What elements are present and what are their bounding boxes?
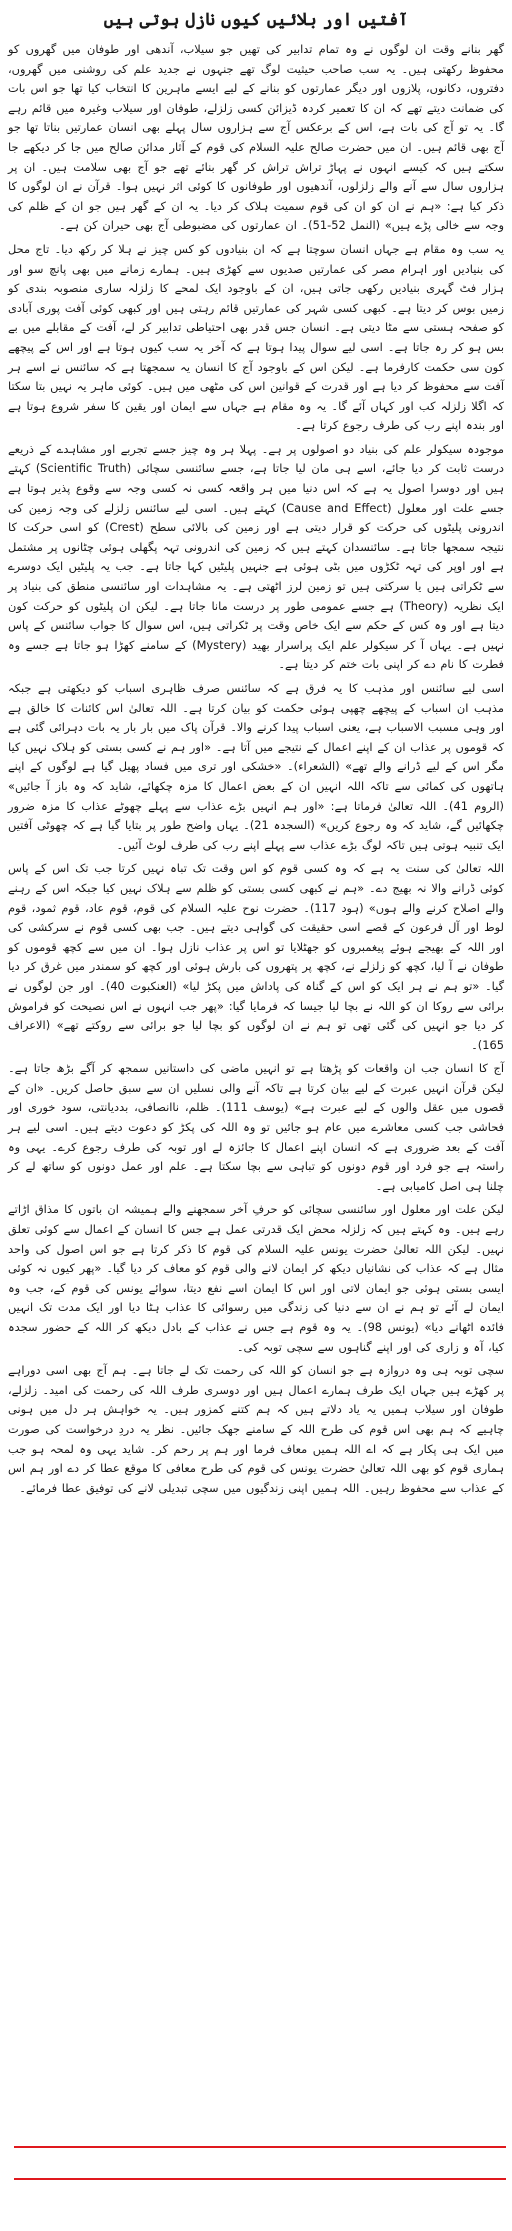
article-paragraph-6: آج کا انسان جب ان واقعات کو پڑھتا ہے تو انہیں ماضی کی داستانیں سمجھ کر آگے بڑھ جاتا ہے۔ لیکن قرآن انہیں عبرت کے لیے بیان کرتا ہے تاکہ آنے والی نسلیں ان سے سبق حاصل کریں۔ «ان کے قصوں میں عقل والوں کے لیے عبرت ہے» (یوسف 111)۔ ظلم، ناانصافی، بددیانتی، سود خوری اور فحاشی جب کسی معاشرے میں عام ہو جائیں تو وہ اللہ کی پکڑ کو دعوت دیتے ہیں۔ اسی لیے ہر آفت کے بعد ضروری ہے کہ انسان اپنے اعمال کا جائزہ لے اور توبہ کی طرف رجوع کرے۔ یہی وہ راستہ ہے جو فرد اور قوم دونوں کو تباہی سے بچا سکتا ہے۔ علم اور عمل دونوں کو ساتھ لے کر چلنا ہی اصل کامیابی ہے۔ — [8, 1061, 504, 1193]
article-paragraph-1: گھر بنانے وقت ان لوگوں نے وہ تمام تدابیر کی تھیں جو سیلاب، آندھی اور طوفان میں گھروں کو محفوظ رکھتی ہیں۔ یہ سب صاحب حیثیت لوگ تھے جنہوں نے جدید علم کی روشنی میں گھروں، دفتروں، دکانوں، پلازوں اور دیگر عمارتوں کو بنانے کے لیے ایسے ماہرین کا انتخاب کیا تھا جو اس بات کی ضمانت دیتے تھے کہ ان کا تعمیر کردہ ڈیزائن کسی زلزلے، طوفان اور سیلاب وغیرہ میں قائم رہے گا۔ یہ تو آج کی بات ہے، اس کے برعکس آج سے ہزاروں سال پہلے بھی انسان عمارتیں بناتا تھا جو آج بھی قائم ہیں۔ ان میں حضرت صالح علیہ السلام کی قوم کے آثار مدائن صالح میں جا کر دیکھے جا سکتے ہیں کہ کیسے انہوں نے پہاڑ تراش تراش کر گھر بنائے تھے جو آج بھی سلامت ہیں۔ ان پر ہزاروں سال سے آنے والے زلزلوں، آندھیوں اور طوفانوں کا کوئی اثر نہیں ہوا۔ قرآن نے ان لوگوں کا ذکر کیا ہے: «ہم نے ان کو ان کی قوم سمیت ہلاک کر دیا۔ یہ ان کے گھر ہیں جو ان کے ظلم کی وجہ سے خالی پڑے ہیں» (النمل 52-51)۔ ان عمارتوں کی مضبوطی آج بھی حیران کن ہے۔ — [8, 42, 504, 233]
article-paragraph-3: موجودہ سیکولر علم کی بنیاد دو اصولوں پر ہے۔ پہلا ہر وہ چیز جسے تجربے اور مشاہدے کے ذریعے درست ثابت کر دیا جائے، اسے ہی مان لیا جاتا ہے، جسے سائنسی سچائی (Scientific Truth) کہتے ہیں اور دوسرا اصول یہ ہے کہ اس دنیا میں ہر واقعہ کسی نہ کسی وجہ سے وقوع پذیر ہوتا ہے جسے علت اور معلول (Cause and Effect) کہتے ہیں۔ اسی لیے سائنس زلزلے کی وجہ زمین کی اندرونی پلیٹوں کی حرکت کو قرار دیتی ہے اور زمین کی بالائی سطح (Crest) کو اسی حرکت کا نتیجہ سمجھا جاتا ہے۔ سائنسدان کہتے ہیں کہ زمین کی اندرونی تہہ پگھلی ہوئی چٹانوں پر مشتمل ہے اور اوپر کی تہہ ٹکڑوں میں بٹی ہوئی ہے جنہیں پلیٹیں کہا جاتا ہے۔ جب یہ پلیٹیں ایک دوسرے سے ٹکراتی ہیں یا سرکتی ہیں تو زمین لرز اٹھتی ہے۔ یہ مشاہدات اور سائنسی منطق کی بنیاد پر ایک نظریہ (Theory) ہے جسے عمومی طور پر درست مانا جاتا ہے۔ لیکن ان پلیٹوں کو حرکت کون دیتا ہے اور وہ کس کے حکم سے ایک خاص وقت پر ٹکراتی ہیں، اس سوال کا جواب سائنس کے پاس نہیں ہے۔ یہاں آ کر سیکولر علم ایک پراسرار بھید (Mystery) کے سامنے کھڑا ہو جاتا ہے جسے وہ فطرت کا نام دے کر اپنی بات ختم کر دیتا ہے۔ — [8, 441, 505, 672]
article-paragraph-7: لیکن علت اور معلول اور سائنسی سچائی کو حرفِ آخر سمجھنے والے ہمیشہ ان باتوں کا مذاق اڑاتے رہے ہیں۔ وہ کہتے ہیں کہ زلزلہ محض ایک قدرتی عمل ہے جس کا انسان کے اعمال سے کوئی تعلق نہیں۔ لیکن اللہ تعالیٰ حضرت یونس علیہ السلام کی قوم کا ذکر کرتا ہے جو اس اصول کی واحد مثال ہے کہ عذاب کی نشانیاں دیکھ کر ایمان لانے والی قوم کو معاف کر دیا گیا۔ «پھر کیوں نہ کوئی ایسی بستی ہوئی جو ایمان لاتی اور اس کا ایمان اسے نفع دیتا، سوائے یونس کی قوم کے، جب وہ ایمان لے آئے تو ہم نے ان سے دنیا کی زندگی میں رسوائی کا عذاب ہٹا دیا اور ایک مدت تک انہیں فائدہ اٹھانے دیا» (یونس 98)۔ یہ وہ قوم ہے جس نے عذاب کے بادل دیکھ کر اللہ کے حضور سجدہ کیا، آہ و زاری کی اور اپنے گناہوں سے سچی توبہ کی۔ — [8, 1202, 504, 1354]
article-paragraph-4: اسی لیے سائنس اور مذہب کا یہ فرق ہے کہ سائنس صرف ظاہری اسباب کو دیکھتی ہے جبکہ مذہب ان اسباب کے پیچھے چھپی ہوئی حکمت کو بیان کرتا ہے۔ اللہ تعالیٰ اس کائنات کا خالق ہے اور وہی مسبب الاسباب ہے، یعنی اسباب پیدا کرنے والا۔ قرآن پاک میں بار بار یہ بات دہرائی گئی ہے کہ قوموں پر عذاب ان کے اپنے اعمال کے نتیجے میں آتا ہے۔ «اور ہم نے کسی بستی کو ہلاک نہیں کیا مگر اس کے لیے ڈرانے والے تھے» (الشعراء)۔ «خشکی اور تری میں فساد پھیل گیا ہے لوگوں کے اپنے ہاتھوں کی کمائی سے تاکہ اللہ انہیں ان کے بعض اعمال کا مزہ چکھائے، شاید کہ وہ باز آ جائیں» (الروم 41)۔ اللہ تعالیٰ فرماتا ہے: «اور ہم انہیں بڑے عذاب سے پہلے چھوٹے عذاب کا مزہ ضرور چکھائیں گے، شاید کہ وہ رجوع کریں» (السجدہ 21)۔ یہاں واضح طور پر بتایا گیا ہے کہ چھوٹی آفتیں ایک تنبیہ ہوتی ہیں تاکہ لوگ بڑے عذاب سے پہلے اپنے رب کی طرف لوٹ آئیں۔ — [8, 681, 505, 852]
highlight-underline-1 — [14, 2146, 506, 2148]
article-paragraph-8: سچی توبہ ہی وہ دروازہ ہے جو انسان کو اللہ کی رحمت تک لے جاتا ہے۔ ہم آج بھی اسی دوراہے پر کھڑے ہیں جہاں ایک طرف ہمارے اعمال ہیں اور دوسری طرف اللہ کی رحمت کی امید۔ زلزلے، طوفان اور سیلاب ہمیں یہ یاد دلاتے ہیں کہ ہم کتنے کمزور ہیں۔ یہ خواہش ہر دل میں ہونی چاہیے کہ ہم بھی اس قوم کی طرح اللہ کے سامنے جھک جائیں۔ نظر یہ دردِ درخواست کی صورت میں ایک ہی پکار ہے کہ اے اللہ ہمیں معاف فرما اور ہم پر رحم کر۔ شاید یہی وہ لمحہ ہو جب ہماری قوم کو بھی اللہ تعالیٰ حضرت یونس کی قوم کی طرح معافی کا موقع عطا کر دے اور ہم اس کے عذاب سے محفوظ رہیں۔ اللہ ہمیں اپنی زندگیوں میں سچی تبدیلی لانے کی توفیق عطا فرمائے۔ — [8, 1363, 504, 1495]
article-paragraph-2: یہ سب وہ مقام ہے جہاں انسان سوچتا ہے کہ ان بنیادوں کو کس چیز نے ہلا کر رکھ دیا۔ تاج محل کی بنیادیں اور اہرام مصر کی عمارتیں صدیوں سے کھڑی ہیں۔ ہمارے زمانے میں بھی پانچ سو اور ہزار فٹ گہری بنیادیں رکھی جاتی ہیں، ان کے باوجود ایک لمحے کا زلزلہ ساری منصوبہ بندی کو زمیں بوس کر دیتا ہے۔ کبھی کسی شہر کی عمارتیں قائم رہتی ہیں اور کبھی کوئی آفت پوری آبادی کو صفحہ ہستی سے مٹا دیتی ہے۔ انسان جس قدر بھی احتیاطی تدابیر کر لے، آفت کے مقابلے میں بے بس ہو کر رہ جاتا ہے۔ اسی لیے سوال پیدا ہوتا ہے کہ آخر یہ سب کیوں ہوتا ہے اور اس کے پیچھے کون سی حکمت کارفرما ہے۔ لیکن اس کے باوجود آج کا انسان یہ سمجھتا ہے کہ سائنس نے اسے ہر آفت سے محفوظ کر دیا ہے اور قدرت کے قوانین اس کی مٹھی میں ہیں۔ کوئی ماہر یہ نہیں بتا سکتا کہ اگلا زلزلہ کب اور کہاں آئے گا۔ یہ وہ مقام ہے جہاں سے ایمان اور یقین کا سفر شروع ہوتا ہے اور بندہ اپنے رب کی طرف رجوع کرتا ہے۔ — [8, 241, 504, 433]
article-title: آفتیں اور بلائیں کیوں نازل ہوتی ہیں — [103, 10, 409, 30]
article-paragraph-5: اللہ تعالیٰ کی سنت یہ ہے کہ وہ کسی قوم کو اس وقت تک تباہ نہیں کرتا جب تک اس کے پاس کوئی ڈرانے والا نہ بھیج دے۔ «ہم نے کبھی کسی بستی کو ظلم سے ہلاک نہیں کیا جبکہ اس کے رہنے والے اصلاح کرنے والے ہوں» (ہود 117)۔ حضرت نوح علیہ السلام کی قوم، قوم عاد، قوم ثمود، قوم لوط اور آل فرعون کے قصے اسی حقیقت کی گواہی دیتے ہیں۔ جب بھی کسی قوم نے سرکشی کی اور اللہ کے بھیجے ہوئے پیغمبروں کو جھٹلایا تو اس پر عذاب نازل ہوا۔ ان میں سے کچھ قوموں کو طوفان نے آ لیا، کچھ کو زلزلے نے، کچھ پر پتھروں کی بارش ہوئی اور کچھ کو سمندر میں غرق کر دیا گیا۔ «تو ہم نے ہر ایک کو اس کے گناہ کی پاداش میں پکڑ لیا» (العنکبوت 40)۔ اور جن لوگوں نے برائی سے روکا ان کو اللہ نے بچا لیا جیسا کہ فرمایا گیا: «پھر جب انہوں نے اس نصیحت کو فراموش کر دیا جو انہیں کی گئی تھی تو ہم نے ان لوگوں کو بچا لیا جو برائی سے روکتے تھے» (الاعراف 165)۔ — [8, 861, 505, 1052]
highlight-underline-2 — [14, 2178, 506, 2180]
